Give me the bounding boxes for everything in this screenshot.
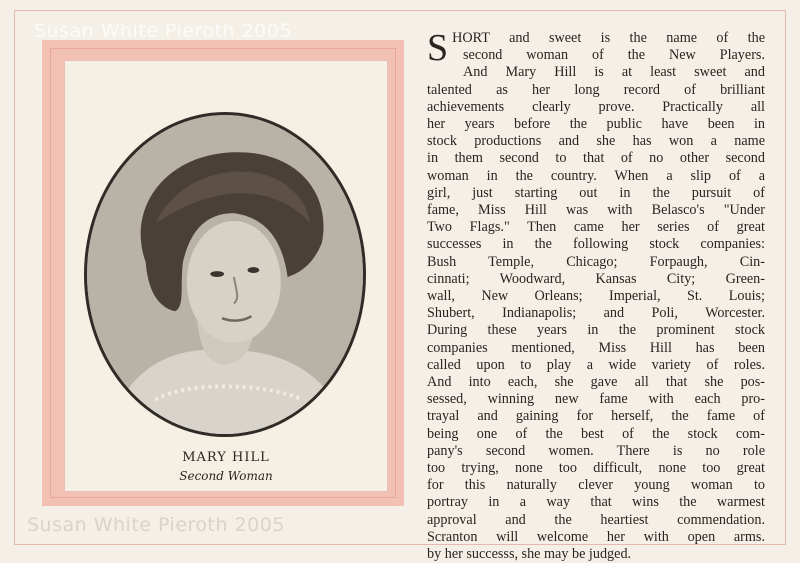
article-line: And Mary Hill is at least sweet and bbox=[463, 64, 765, 81]
article-line: for this naturally clever young woman to bbox=[427, 477, 765, 494]
article-line: woman in the country. When a slip of a bbox=[427, 167, 765, 184]
article-line: Scranton will welcome her with open arms. bbox=[427, 528, 765, 545]
article-line: stock productions and she has won a name bbox=[427, 133, 765, 150]
article-line: her years before the public have been in bbox=[427, 116, 765, 133]
article-line: second woman of the New Players. bbox=[463, 47, 765, 64]
article-line: girl, just starting out in the pursuit of bbox=[427, 184, 765, 201]
drop-cap: S bbox=[427, 27, 449, 69]
portrait-photo bbox=[84, 112, 366, 437]
portrait-role: Second Woman bbox=[179, 469, 273, 483]
watermark-bottom: Susan White Pieroth 2005 bbox=[27, 514, 285, 536]
article-line: by her successs, she may be judged. bbox=[427, 546, 632, 563]
article-line: cinnati; Woodward, Kansas City; Green- bbox=[427, 270, 765, 287]
article-line: Bush Temple, Chicago; Forpaugh, Cin- bbox=[427, 253, 765, 270]
article-line: And into each, she gave all that she pos- bbox=[427, 374, 765, 391]
article-text bbox=[427, 27, 765, 563]
portrait-name: MARY HILL bbox=[182, 450, 270, 465]
article-line: approval and the heartiest commendation. bbox=[427, 511, 765, 528]
article-line: Two Flags." Then came her series of great bbox=[427, 219, 765, 236]
article-line: being one of the best of the stock com- bbox=[427, 425, 765, 442]
article-line: portray in a way that wins the warmest bbox=[427, 494, 765, 511]
article-line: Shubert, Indianapolis; and Poli, Worcester. bbox=[427, 305, 765, 322]
article-line: HORT and sweet is the name of the bbox=[452, 30, 765, 46]
article-line: talented as her long record of brilliant bbox=[427, 81, 765, 98]
article-line: pany's second women. There is no role bbox=[427, 442, 765, 459]
article-line: During these years in the prominent stock bbox=[427, 322, 765, 339]
article-line: in them second to that of no other second bbox=[427, 150, 765, 167]
article-line: sessed, winning new fame with each pro- bbox=[427, 391, 765, 408]
article-line: too trying, none too difficult, none too great bbox=[427, 460, 765, 477]
article-line: called upon to play a wide variety of roles. bbox=[427, 356, 765, 373]
article-line: achievements clearly prove. Practically all bbox=[427, 98, 765, 115]
article-line: companies mentioned, Miss Hill has been bbox=[427, 339, 765, 356]
article-line: successes in the following stock companies: bbox=[427, 236, 765, 253]
article-line: fame, Miss Hill was with Belasco's "Under bbox=[427, 202, 765, 219]
watermark-top: Susan White Pieroth 2005 bbox=[34, 20, 292, 42]
article-line: wall, New Orleans; Imperial, St. Louis; bbox=[427, 288, 765, 305]
article-line: trayal and gaining for herself, the fame of bbox=[427, 408, 765, 425]
